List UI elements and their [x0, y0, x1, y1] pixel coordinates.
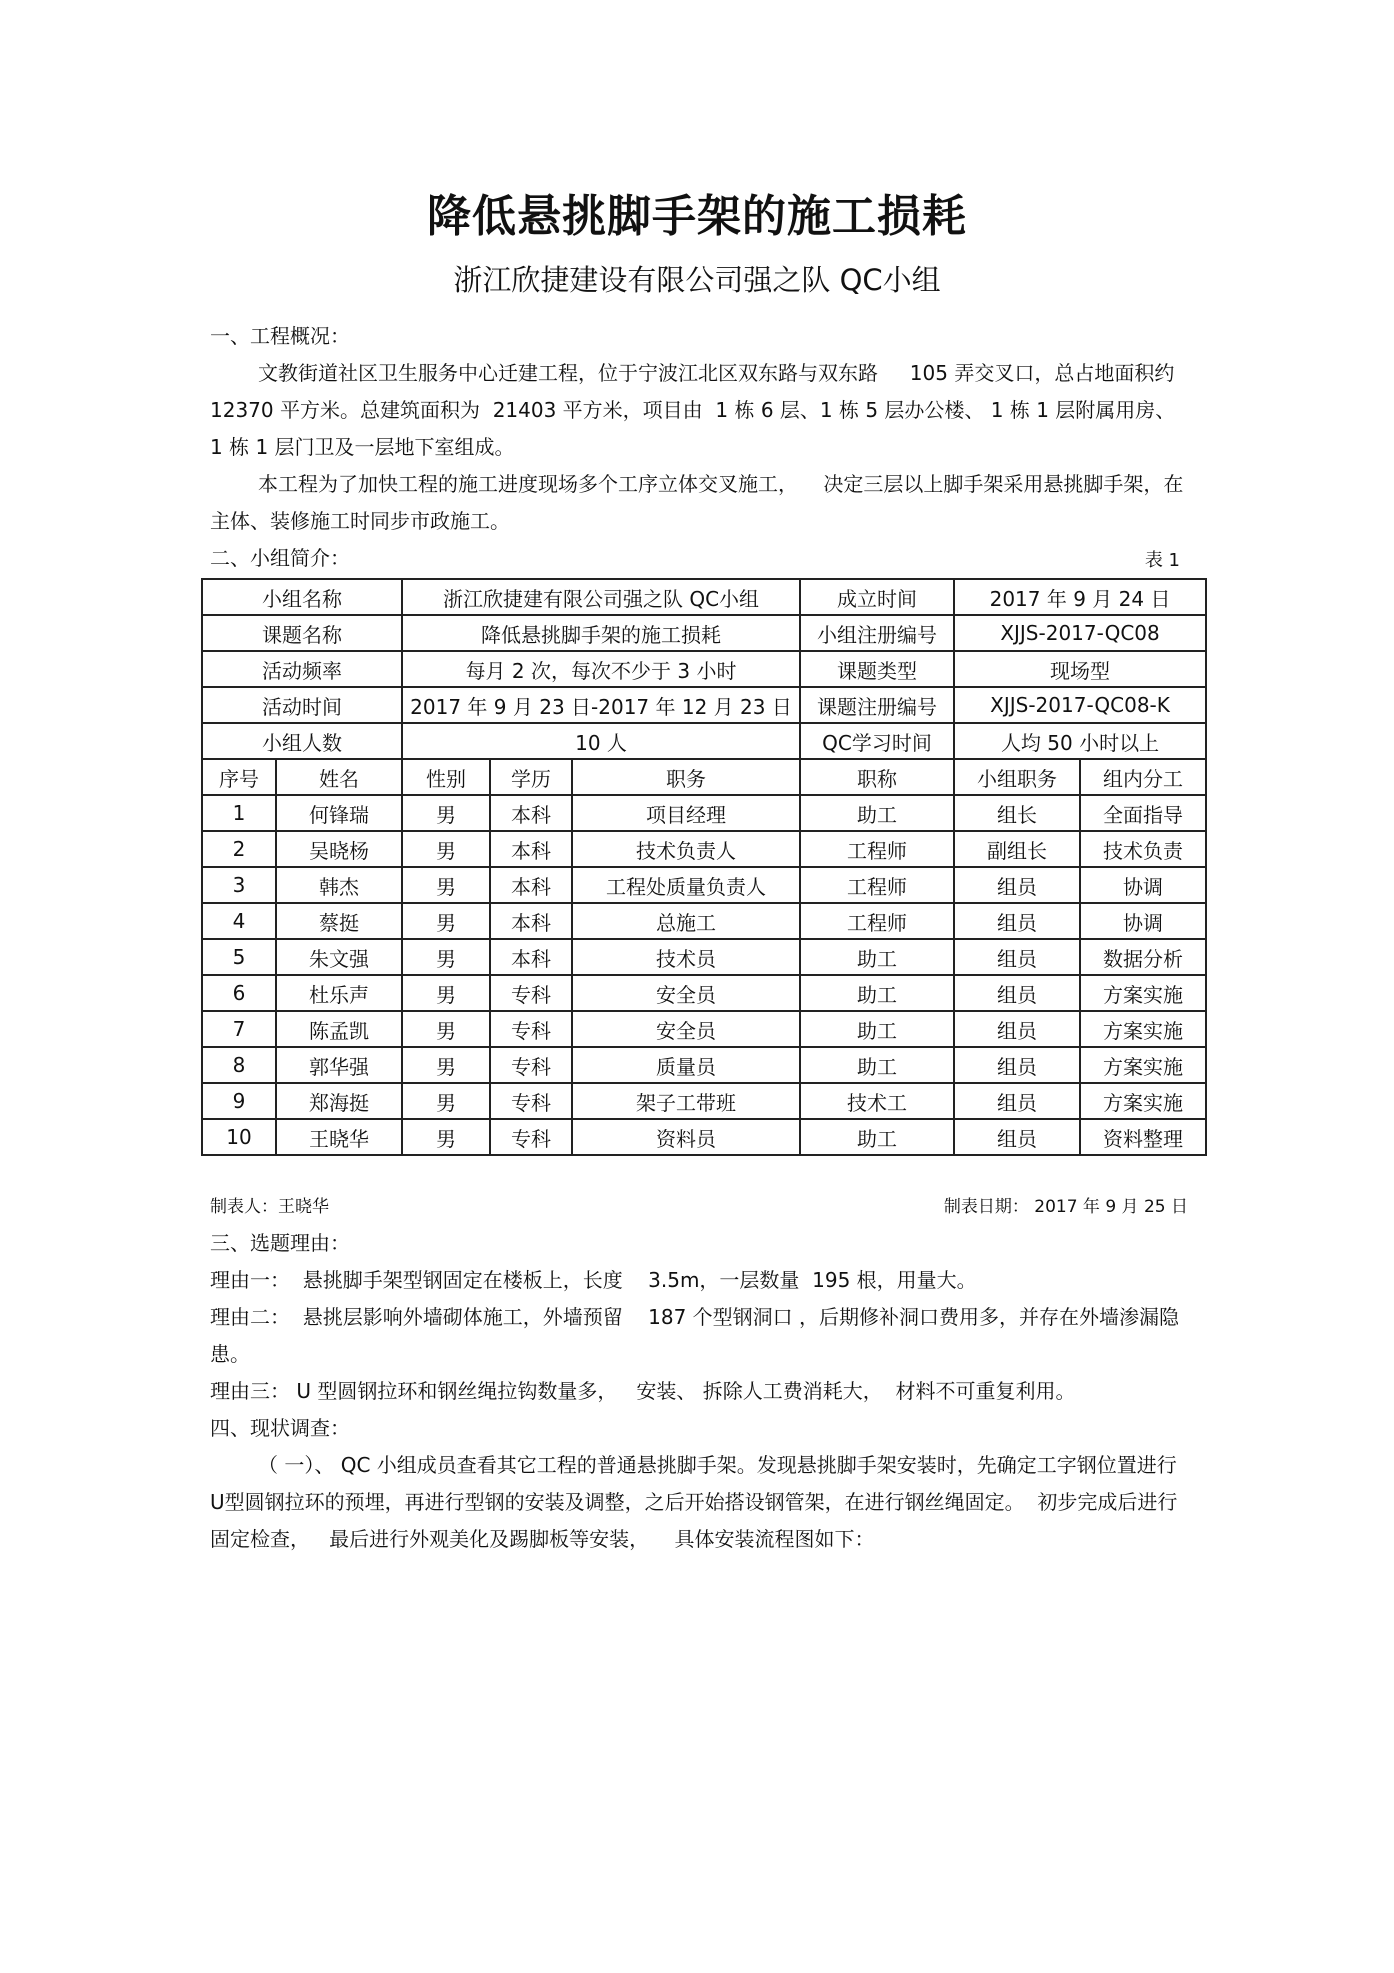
document-title: 降低悬挑脚手架的施工损耗	[427, 191, 967, 242]
member-cell: 男	[402, 831, 490, 867]
member-cell: 项目经理	[572, 795, 800, 831]
info-value: XJJS-2017-QC08-K	[954, 687, 1206, 723]
member-cell: 方案实施	[1080, 1083, 1206, 1119]
member-cell: 协调	[1080, 903, 1206, 939]
member-cell: 8	[202, 1047, 276, 1083]
member-cell: 助工	[800, 939, 954, 975]
member-cell: 韩杰	[276, 867, 402, 903]
member-cell: 3	[202, 867, 276, 903]
member-column-header: 小组职务	[954, 759, 1080, 795]
member-cell: 组员	[954, 903, 1080, 939]
member-cell: 男	[402, 939, 490, 975]
info-row	[202, 723, 1206, 759]
info-label: 小组名称	[202, 579, 402, 615]
member-cell: 本科	[490, 903, 572, 939]
member-cell: 组长	[954, 795, 1080, 831]
member-cell: 男	[402, 867, 490, 903]
member-cell: 男	[402, 1083, 490, 1119]
section4-paragraph-1: （ 一）、 QC 小组成员查看其它工程的普通悬挑脚手架。发现悬挑脚手架安装时，先确定工字钢位置进行 U型圆钢拉环的预埋，再进行型钢的安装及调整，之后开始搭设钢管架，在进行钢丝绳固定。 初步完成后进行固定检查， 最后进行外观美化及踢脚板等安装， 具体安装流程图如下：	[210, 1453, 1196, 1551]
member-row	[202, 1047, 1206, 1083]
member-cell: 专科	[490, 975, 572, 1011]
member-column-header: 序号	[202, 759, 276, 795]
info-value: 2017 年 9 月 23 日-2017 年 12 月 23 日	[402, 687, 800, 723]
info-value: 浙江欣捷建有限公司强之队 QC小组	[402, 579, 800, 615]
info-label: 活动频率	[202, 651, 402, 687]
member-cell: 安全员	[572, 975, 800, 1011]
member-header-row	[202, 759, 1206, 795]
member-cell: 杜乐声	[276, 975, 402, 1011]
member-cell: 何锋瑞	[276, 795, 402, 831]
member-cell: 工程师	[800, 831, 954, 867]
member-cell: 6	[202, 975, 276, 1011]
info-label: 小组注册编号	[800, 615, 954, 651]
member-cell: 10	[202, 1119, 276, 1155]
member-cell: 朱文强	[276, 939, 402, 975]
member-cell: 全面指导	[1080, 795, 1206, 831]
reason-2: 理由二： 悬挑层影响外墙砌体施工，外墙预留 187 个型钢洞口 ，后期修补洞口费用多，并存在外墙渗漏隐患。	[210, 1305, 1180, 1366]
info-row	[202, 579, 1206, 615]
member-cell: 工程处质量负责人	[572, 867, 800, 903]
member-column-header: 性别	[402, 759, 490, 795]
member-cell: 4	[202, 903, 276, 939]
member-cell: 男	[402, 1047, 490, 1083]
member-row	[202, 867, 1206, 903]
member-cell: 5	[202, 939, 276, 975]
member-cell: 本科	[490, 939, 572, 975]
info-label: 课题注册编号	[800, 687, 954, 723]
member-cell: 专科	[490, 1047, 572, 1083]
member-cell: 方案实施	[1080, 1047, 1206, 1083]
document-subtitle: 浙江欣捷建设有限公司强之队 QC小组	[453, 263, 941, 297]
member-cell: 技术负责	[1080, 831, 1206, 867]
member-row	[202, 975, 1206, 1011]
section4-heading: 四、现状调查：	[210, 1416, 350, 1440]
member-cell: 本科	[490, 831, 572, 867]
info-label: 小组人数	[202, 723, 402, 759]
member-row	[202, 1083, 1206, 1119]
member-row	[202, 831, 1206, 867]
section2-heading: 二、小组简介：	[210, 546, 350, 570]
info-label: 成立时间	[800, 579, 954, 615]
member-cell: 技术员	[572, 939, 800, 975]
member-row	[202, 939, 1206, 975]
reason-1: 理由一： 悬挑脚手架型钢固定在楼板上，长度 3.5m，一层数量 195 根，用量大。	[210, 1268, 977, 1292]
member-cell: 专科	[490, 1083, 572, 1119]
member-cell: 组员	[954, 1083, 1080, 1119]
member-column-header: 职称	[800, 759, 954, 795]
member-cell: 安全员	[572, 1011, 800, 1047]
info-row	[202, 651, 1206, 687]
team-info-table	[201, 578, 1207, 1156]
member-cell: 助工	[800, 975, 954, 1011]
info-value: 降低悬挑脚手架的施工损耗	[402, 615, 800, 651]
member-cell: 组员	[954, 939, 1080, 975]
member-cell: 2	[202, 831, 276, 867]
table-date: 制表日期： 2017 年 9 月 25 日	[943, 1197, 1188, 1217]
info-row	[202, 615, 1206, 651]
member-cell: 组员	[954, 1011, 1080, 1047]
member-cell: 质量员	[572, 1047, 800, 1083]
member-cell: 方案实施	[1080, 1011, 1206, 1047]
member-cell: 男	[402, 903, 490, 939]
member-cell: 1	[202, 795, 276, 831]
member-cell: 组员	[954, 975, 1080, 1011]
member-cell: 男	[402, 1011, 490, 1047]
info-label: QC学习时间	[800, 723, 954, 759]
member-cell: 本科	[490, 867, 572, 903]
member-cell: 组员	[954, 1119, 1080, 1155]
member-cell: 资料员	[572, 1119, 800, 1155]
member-row	[202, 795, 1206, 831]
info-value: 人均 50 小时以上	[954, 723, 1206, 759]
member-cell: 男	[402, 795, 490, 831]
member-cell: 郑海挺	[276, 1083, 402, 1119]
member-cell: 数据分析	[1080, 939, 1206, 975]
table-maker: 制表人：王晓华	[210, 1197, 329, 1217]
member-cell: 助工	[800, 1119, 954, 1155]
member-cell: 郭华强	[276, 1047, 402, 1083]
member-cell: 技术负责人	[572, 831, 800, 867]
table-number: 表 1	[1144, 550, 1180, 571]
member-cell: 吴晓杨	[276, 831, 402, 867]
member-cell: 蔡挺	[276, 903, 402, 939]
section1-paragraph-1: 文教街道社区卫生服务中心迁建工程，位于宁波江北区双东路与双东路 105 弄交叉口，总占地面积约 12370 平方米。总建筑面积为 21403 平方米，项目由 1 栋 6 层、1 栋 5 层办公楼、 1 栋 1 层附属用房、 1 栋 1 层门卫及一层地下室组成。	[210, 361, 1189, 459]
info-value: 现场型	[954, 651, 1206, 687]
info-value: 每月 2 次，每次不少于 3 小时	[402, 651, 800, 687]
info-label: 课题类型	[800, 651, 954, 687]
member-cell: 架子工带班	[572, 1083, 800, 1119]
member-cell: 7	[202, 1011, 276, 1047]
section1-paragraph-2: 本工程为了加快工程的施工进度现场多个工序立体交叉施工， 决定三层以上脚手架采用悬挑脚手架，在主体、装修施工时同步市政施工。	[210, 472, 1184, 533]
member-cell: 工程师	[800, 867, 954, 903]
member-cell: 助工	[800, 795, 954, 831]
member-row	[202, 1011, 1206, 1047]
member-cell: 本科	[490, 795, 572, 831]
info-row	[202, 687, 1206, 723]
info-value: XJJS-2017-QC08	[954, 615, 1206, 651]
section1-heading: 一、工程概况：	[210, 324, 350, 348]
member-cell: 助工	[800, 1011, 954, 1047]
info-label: 课题名称	[202, 615, 402, 651]
member-column-header: 职务	[572, 759, 800, 795]
member-cell: 组员	[954, 867, 1080, 903]
reason-3: 理由三： U 型圆钢拉环和钢丝绳拉钩数量多， 安装、 拆除人工费消耗大， 材料不可重复利用。	[210, 1379, 1076, 1403]
member-cell: 9	[202, 1083, 276, 1119]
member-row	[202, 903, 1206, 939]
member-cell: 方案实施	[1080, 975, 1206, 1011]
info-label: 活动时间	[202, 687, 402, 723]
member-column-header: 姓名	[276, 759, 402, 795]
member-cell: 男	[402, 975, 490, 1011]
info-value: 10 人	[402, 723, 800, 759]
member-cell: 陈孟凯	[276, 1011, 402, 1047]
member-cell: 资料整理	[1080, 1119, 1206, 1155]
member-row	[202, 1119, 1206, 1155]
info-value: 2017 年 9 月 24 日	[954, 579, 1206, 615]
member-cell: 副组长	[954, 831, 1080, 867]
member-cell: 王晓华	[276, 1119, 402, 1155]
member-cell: 总施工	[572, 903, 800, 939]
member-column-header: 学历	[490, 759, 572, 795]
member-cell: 专科	[490, 1011, 572, 1047]
member-cell: 工程师	[800, 903, 954, 939]
section3-heading: 三、选题理由：	[210, 1231, 350, 1255]
member-cell: 助工	[800, 1047, 954, 1083]
member-cell: 技术工	[800, 1083, 954, 1119]
member-cell: 协调	[1080, 867, 1206, 903]
member-cell: 组员	[954, 1047, 1080, 1083]
member-cell: 专科	[490, 1119, 572, 1155]
member-column-header: 组内分工	[1080, 759, 1206, 795]
member-cell: 男	[402, 1119, 490, 1155]
